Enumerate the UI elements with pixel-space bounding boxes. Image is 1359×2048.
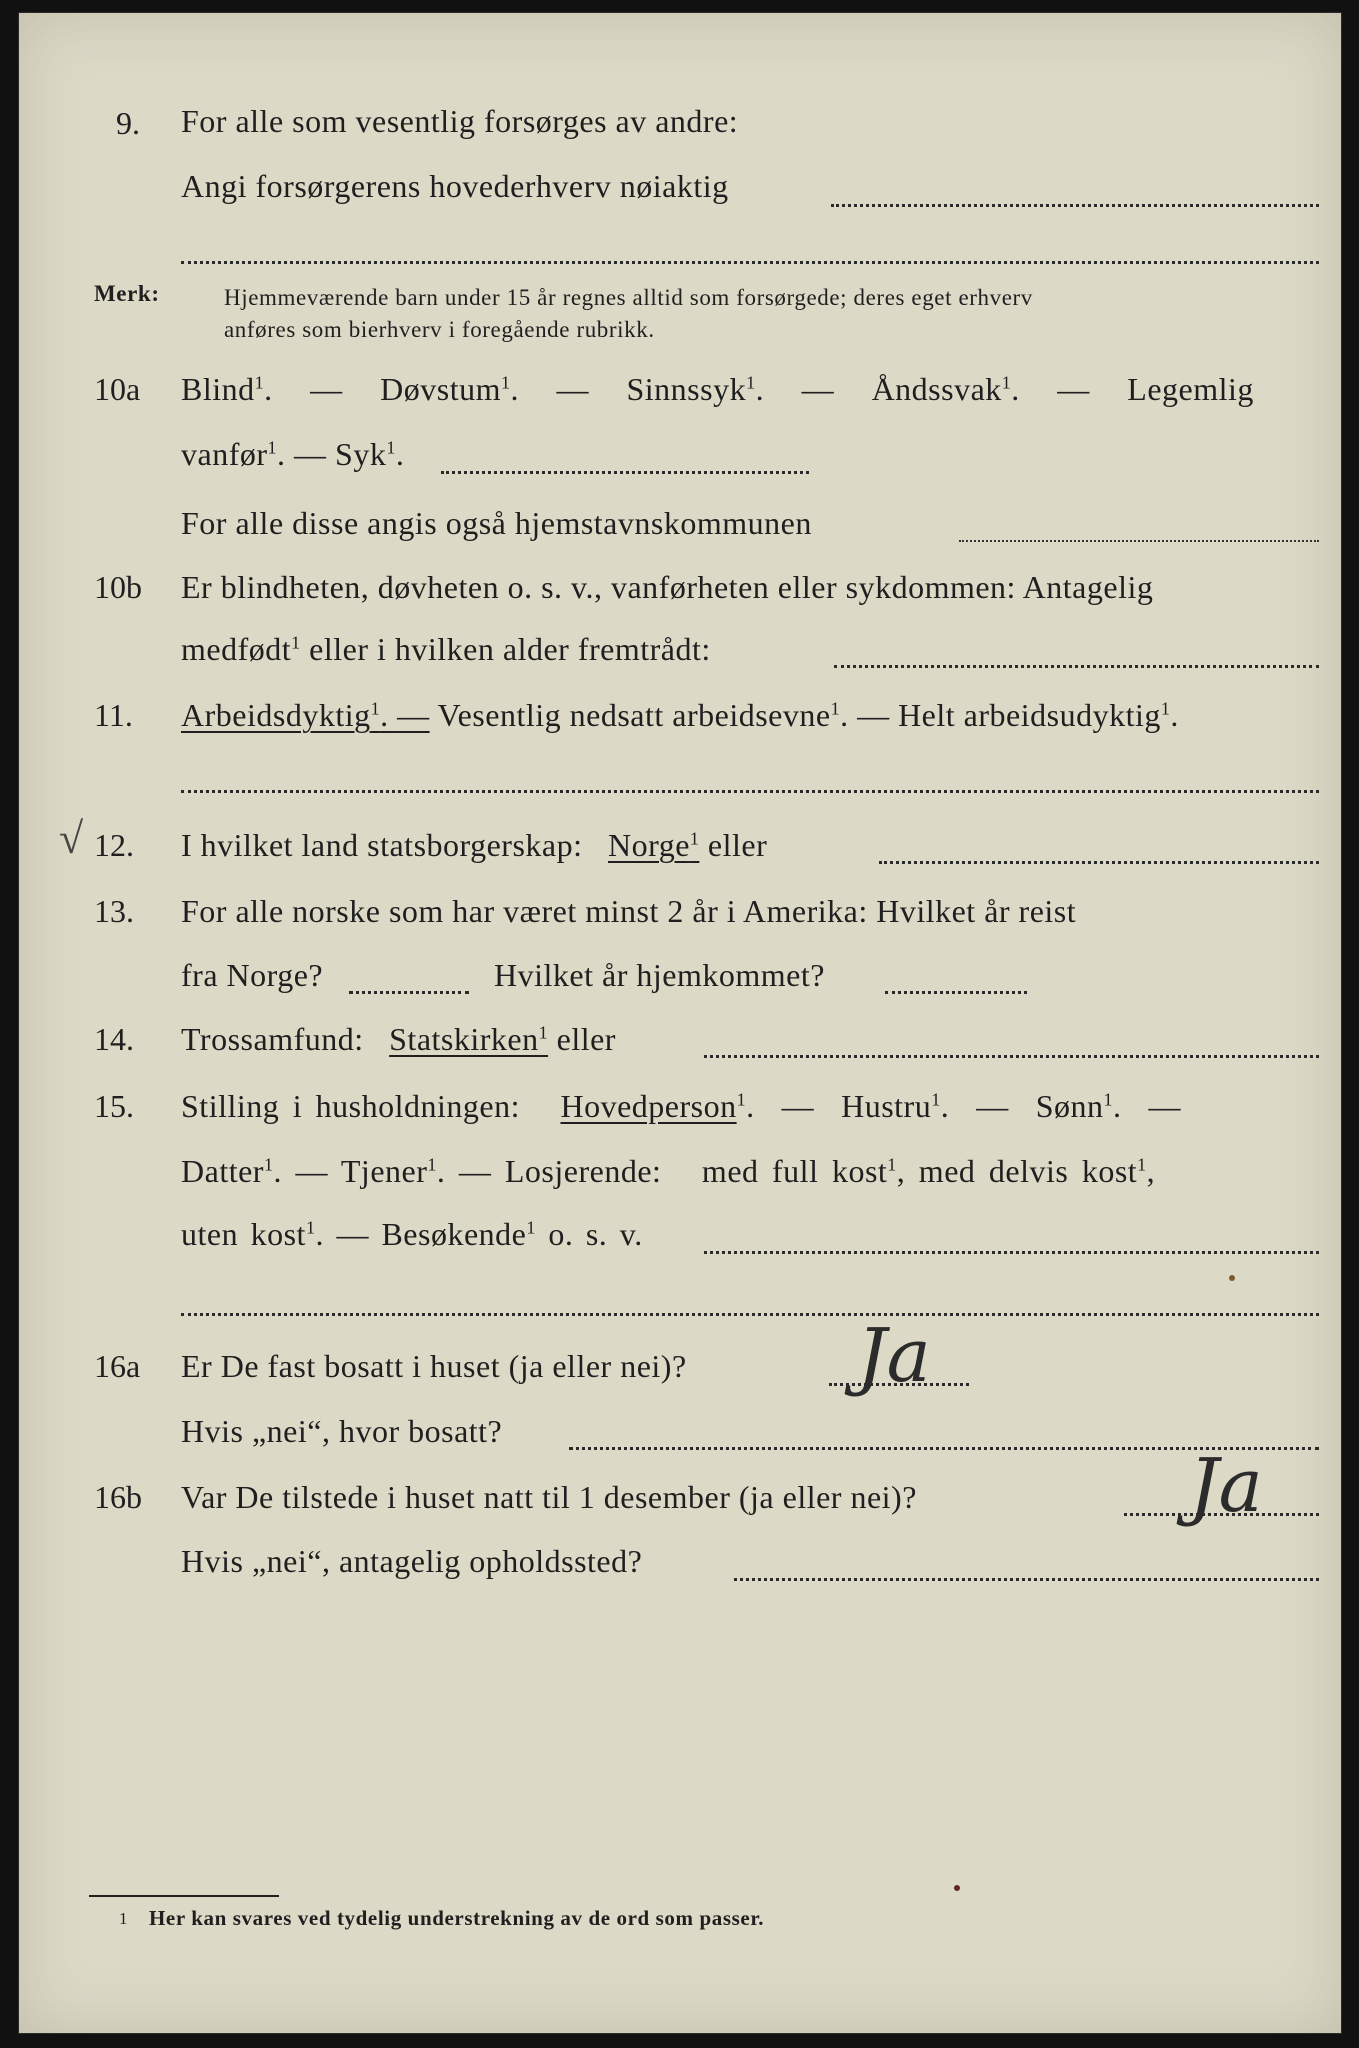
option-statskirken[interactable]: Statskirken$^1$ — [389, 1021, 549, 1057]
q15-line3: uten kost$^1$. — Besøkende$^1$ o. s. v. — [181, 1216, 643, 1252]
q15-answer-line-2[interactable] — [181, 1313, 1319, 1316]
q16a-handwritten-answer: Ja — [857, 1313, 931, 1399]
q13-line1: For alle norske som har været minst 2 år i Amerika: Hvilket år reist — [181, 893, 1077, 929]
option-norge[interactable]: Norge$^1$ — [608, 827, 700, 863]
q11-number: 11. — [94, 697, 133, 733]
q9-line1: For alle som vesentlig forsørges av andre: — [181, 103, 739, 139]
q16b-opholdssted-line[interactable] — [734, 1578, 1319, 1581]
merk-line1: Hjemmeværende barn under 15 år regnes alltid som forsørgede; deres eget erhverv — [224, 285, 1033, 310]
q13-reist-line[interactable] — [349, 991, 469, 994]
footnote-marker: 1 — [119, 1909, 129, 1928]
q12-number: 12. — [94, 827, 134, 863]
q15-number: 15. — [94, 1088, 134, 1124]
merk-label: Merk: — [94, 281, 160, 306]
option-arbeidsdyktig[interactable]: Arbeidsdyktig$^1$. — — [181, 697, 430, 733]
q15-line2: Datter$^1$. — Tjener$^1$. — Losjerende: med full kost$^1$, med delvis kost$^1$, — [181, 1153, 1156, 1189]
q13-hjemkommet-line[interactable] — [885, 991, 1027, 994]
q10b-answer-line[interactable] — [834, 665, 1319, 668]
q10a-line3: For alle disse angis også hjemstavnskommunen — [181, 505, 812, 541]
q12-line: I hvilket land statsborgerskap: Norge$^1$ eller — [181, 827, 768, 863]
q10b-line1: Er blindheten, døvheten o. s. v., vanførheten eller sykdommen: Antagelig — [181, 569, 1154, 605]
q10b-line2: medfødt$^1$ eller i hvilken alder fremtrådt: — [181, 631, 711, 667]
option-vesentlig-nedsatt[interactable]: Vesentlig nedsatt arbeidsevne — [437, 697, 831, 733]
merk-line2: anføres som bierhverv i foregående rubrikk. — [224, 317, 655, 342]
q13-part-b: Hvilket år hjemkommet? — [494, 957, 825, 993]
option-syk[interactable]: Syk — [335, 436, 387, 472]
q9-line2: Angi forsørgerens hovederhverv nøiaktig — [181, 168, 729, 204]
q16b-line2: Hvis „nei“, antagelig opholdssted? — [181, 1543, 643, 1579]
option-hustru[interactable]: Hustru — [841, 1088, 932, 1124]
q13-part-a: fra Norge? — [181, 957, 324, 993]
q13-number: 13. — [94, 893, 134, 929]
q12-answer-line[interactable] — [879, 861, 1319, 864]
q16b-handwritten-answer: Ja — [1189, 1443, 1263, 1529]
q10a-answer-line[interactable] — [441, 471, 809, 474]
ink-spot-2 — [954, 1885, 960, 1891]
option-uten-kost[interactable]: uten kost — [181, 1216, 306, 1252]
option-helt-arbeidsudyktig[interactable]: Helt arbeidsudyktig — [898, 697, 1161, 733]
footnote-text: Her kan svares ved tydelig understrekning av de ord som passer. — [149, 1906, 765, 1930]
q14-answer-line[interactable] — [704, 1055, 1319, 1058]
q16b-line1: Var De tilstede i huset natt til 1 desember (ja eller nei)? — [181, 1479, 917, 1515]
q15-line1: Stilling i husholdningen: Hovedperson$^1$. — Hustru$^1$. — Sønn$^1$. — — [181, 1088, 1181, 1124]
q14-line: Trossamfund: Statskirken$^1$ eller — [181, 1021, 616, 1057]
q10b-number: 10b — [94, 569, 142, 605]
q16b-number: 16b — [94, 1479, 142, 1515]
q16a-line2: Hvis „nei“, hvor bosatt? — [181, 1413, 503, 1449]
q16a-number: 16a — [94, 1348, 141, 1384]
option-andssvak[interactable]: Åndssvak — [871, 371, 1002, 407]
q10a-line2: vanfør$^1$. — Syk$^1$. — [181, 436, 405, 472]
option-vanfor[interactable]: vanfør — [181, 436, 268, 472]
option-dovstum[interactable]: Døvstum — [380, 371, 501, 407]
option-besokende[interactable]: Besøkende — [381, 1216, 527, 1252]
option-tjener[interactable]: Tjener — [340, 1153, 428, 1189]
option-datter[interactable]: Datter — [181, 1153, 264, 1189]
option-sonn[interactable]: Sønn — [1035, 1088, 1104, 1124]
option-sinnssyk[interactable]: Sinnssyk — [626, 371, 747, 407]
q11-line1: Arbeidsdyktig$^1$. — Vesentlig nedsatt arbeidsevne$^1$. — Helt arbeidsudyktig$^1$. — [181, 697, 1179, 733]
ink-spot — [1229, 1275, 1235, 1281]
option-full-kost[interactable]: med full kost — [701, 1153, 888, 1189]
checkmark-icon: √ — [59, 814, 84, 863]
q16a-line1: Er De fast bosatt i huset (ja eller nei)? — [181, 1348, 687, 1384]
q10a-hjemstavn-line[interactable] — [959, 540, 1319, 542]
option-blind[interactable]: Blind — [181, 371, 255, 407]
q14-number: 14. — [94, 1021, 134, 1057]
footnote-divider — [89, 1895, 279, 1897]
q10a-line1: Blind$^1$. — Døvstum$^1$. — Sinnssyk$^1$. — Åndssvak$^1$. — Legemlig — [181, 371, 1254, 407]
option-legemlig[interactable]: Legemlig — [1127, 371, 1254, 407]
q15-answer-line[interactable] — [704, 1251, 1319, 1254]
option-hovedperson[interactable]: Hovedperson — [560, 1088, 737, 1124]
option-delvis-kost[interactable]: med delvis kost — [918, 1153, 1138, 1189]
census-form-page — [18, 12, 1342, 2034]
q9-answer-line[interactable] — [831, 204, 1319, 207]
q9-number: 9. — [116, 105, 140, 141]
q11-answer-line[interactable] — [181, 790, 1319, 793]
q10a-number: 10a — [94, 371, 141, 407]
q9-answer-line-2[interactable] — [181, 261, 1319, 264]
